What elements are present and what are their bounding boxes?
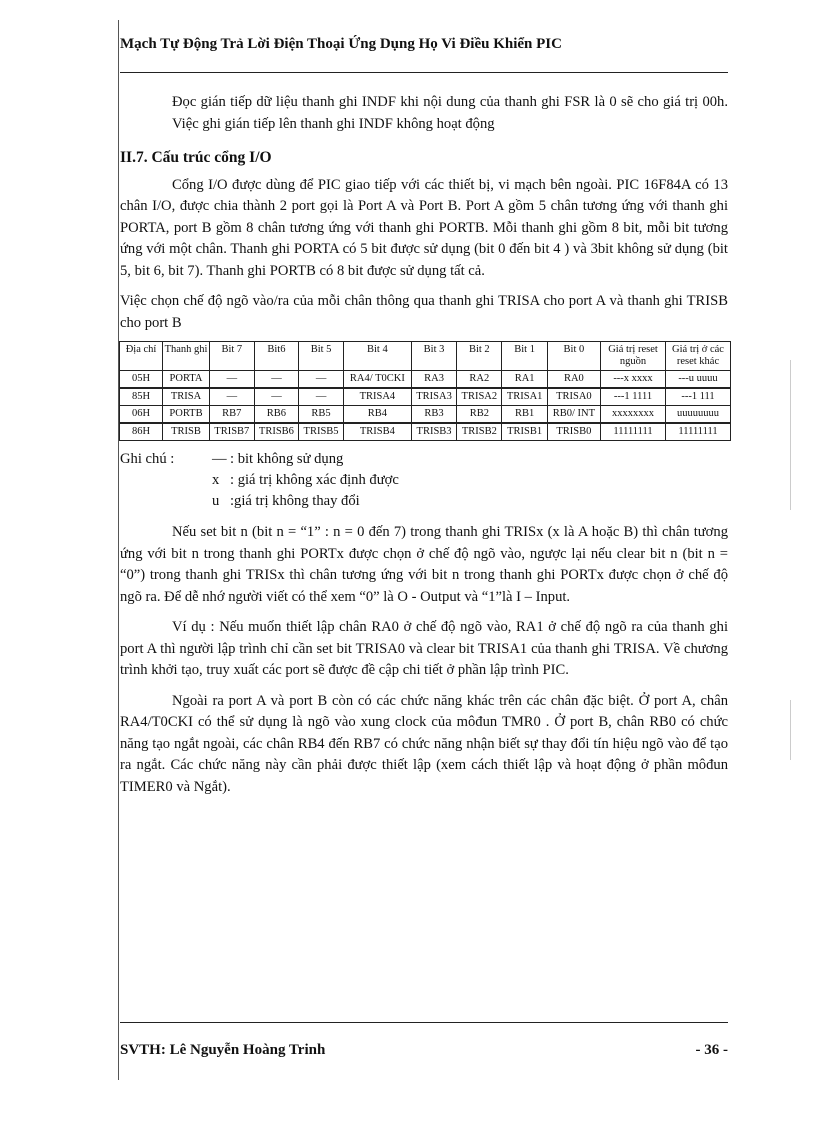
footer-rule [120,1022,728,1023]
col-header: Giá trị ở các reset khác [666,342,731,371]
table-cell: TRISB0 [547,423,600,441]
table-cell: TRISA0 [547,388,600,406]
table-cell: 11111111 [601,423,666,441]
intro-paragraph: Đọc gián tiếp dữ liệu thanh ghi INDF khi nội dung của thanh ghi FSR là 0 sẽ cho giá trị 00h. Việc ghi gián tiếp lên thanh ghi INDF không hoạt động [172,94,728,132]
table-cell: TRISB [163,423,210,441]
table-cell: RB2 [457,406,502,424]
table-cell: 85H [120,388,163,406]
table-cell: RB0/ INT [547,406,600,424]
table-cell: TRISB1 [502,423,547,441]
note-text: : bit không sử dụng [230,451,344,467]
table-cell: 05H [120,371,163,389]
col-header: Bit 5 [299,342,344,371]
table-cell: PORTB [163,406,210,424]
table-cell: — [299,371,344,389]
notes-label: Ghi chú : [120,451,175,467]
note-text: : giá trị không xác định được [230,472,399,488]
table-cell: ---x xxxx [601,371,666,389]
register-table [119,341,731,441]
table-cell: TRISB6 [254,423,299,441]
right-scan-line [790,700,791,760]
table-cell: RB4 [343,406,411,424]
header-rule [120,72,728,73]
section-title: II.7. Cấu trúc cổng I/O [120,149,272,166]
page-number: - 36 - [695,1042,728,1058]
table-cell: uuuuuuuu [666,406,731,424]
table-cell: RB7 [210,406,255,424]
right-scan-line [790,360,791,510]
col-header: Địa chỉ [120,342,163,371]
paragraph-3: Nếu set bit n (bit n = “1” : n = 0 đến 7) trong thanh ghi TRISx (x là A hoặc B) thì chân tương ứng với bit n trong thanh ghi PORTx được chọn ở chế độ ngõ vào, ngược lại nếu clear bit n (bit n = “0”) trong thanh ghi TRISx thì chân tương ứng với bit n trong thanh ghi PORTx được chọn ở chế độ ngõ ra. Để dễ nhớ người viết có thể xem “0” là O - Output và “1”là I – Input. [120,524,728,605]
table-cell: ---1 111 [666,388,731,406]
table-cell: TRISA [163,388,210,406]
note-symbol: — [212,451,227,467]
table-cell: RA2 [457,371,502,389]
note-symbol: u [212,493,220,509]
table-cell: RB6 [254,406,299,424]
col-header: Bit 4 [343,342,411,371]
table-row [120,371,731,389]
col-header: Bit6 [254,342,299,371]
table-row [120,423,731,441]
table-cell: TRISA4 [343,388,411,406]
footer-author: SVTH: Lê Nguyễn Hoàng Trinh [120,1042,326,1058]
page-header: Mạch Tự Động Trả Lời Điện Thoại Ứng Dụng Họ Vi Điều Khiển PIC [120,36,562,52]
note-row [120,470,728,491]
table-cell: TRISB7 [210,423,255,441]
note-text: :giá trị không thay đổi [230,493,360,509]
paragraph-1: Cổng I/O được dùng để PIC giao tiếp với các thiết bị, vi mạch bên ngoài. PIC 16F84A có 13 chân I/O, được chia thành 2 port gọi là Port A và Port B. Port A gồm 5 chân tương ứng với thanh ghi PORTA, port B gồm 8 chân tương ứng với thanh ghi PORTB. Mỗi thanh ghi gồm 8 bit, mỗi bit tương ứng với một chân. Thanh ghi PORTA có 5 bit được sử dụng (bit 0 đến bit 4 ) và 3bit không sử dụng (bit 5, bit 6, bit 7). Thanh ghi PORTB có 8 bit được sử dụng tất cả. [120,176,728,279]
col-header: Bit 3 [411,342,456,371]
table-cell: 06H [120,406,163,424]
table-cell: TRISA2 [457,388,502,406]
paragraph-4: Ví dụ : Nếu muốn thiết lập chân RA0 ở chế độ ngõ vào, RA1 ở chế độ ngõ ra của thanh ghi port A thì người lập trình chỉ cần set bit TRISA0 và clear bit TRISA1 của thanh ghi TRISA. Về chương trình khởi tạo, truy xuất các port sẽ được đề cập chi tiết ở phần lập trình PIC. [120,619,728,678]
table-cell: PORTA [163,371,210,389]
table-cell: — [210,388,255,406]
table-cell: RB3 [411,406,456,424]
table-cell: TRISB4 [343,423,411,441]
table-cell: TRISB2 [457,423,502,441]
table-cell: TRISB3 [411,423,456,441]
table-cell: ---u uuuu [666,371,731,389]
table-cell: RA3 [411,371,456,389]
table-cell: RB1 [502,406,547,424]
table-cell: RA4/ T0CKI [343,371,411,389]
table-cell: — [254,388,299,406]
paragraph-2: Việc chọn chế độ ngõ vào/ra của mỗi chân thông qua thanh ghi TRISA cho port A và thanh ghi TRISB cho port B [120,293,728,331]
table-cell: — [299,388,344,406]
table-row [120,406,731,424]
table-cell: xxxxxxxx [601,406,666,424]
left-margin-line [118,20,119,1080]
table-cell: — [254,371,299,389]
table-cell: RB5 [299,406,344,424]
note-symbol: x [212,472,220,488]
notes-block [120,449,728,512]
table-cell: RA1 [502,371,547,389]
table-cell: 86H [120,423,163,441]
table-cell: TRISB5 [299,423,344,441]
page-footer [120,1042,728,1059]
table-header-row [120,342,731,371]
table-cell: RA0 [547,371,600,389]
table-cell: — [210,371,255,389]
table-row [120,388,731,406]
col-header: Bit 7 [210,342,255,371]
table-cell: 11111111 [666,423,731,441]
page-content [120,92,728,798]
col-header: Thanh ghi [163,342,210,371]
col-header: Giá trị reset nguồn [601,342,666,371]
col-header: Bit 2 [457,342,502,371]
col-header: Bit 1 [502,342,547,371]
table-cell: TRISA1 [502,388,547,406]
paragraph-5: Ngoài ra port A và port B còn có các chức năng khác trên các chân đặc biệt. Ở port A, chân RA4/T0CKI có thể sử dụng là ngõ vào xung clock của môđun TMR0 . Ở port B, chân RB0 có chức năng tạo ngắt ngoài, các chân RB4 đến RB7 có chức năng nhận biết sự thay đổi tín hiệu ngõ vào để tạo ra ngắt. Các chức năng này cần phải được thiết lập (xem cách thiết lập và hoạt động ở phần môđun TIMER0 và Ngắt). [120,692,728,795]
note-row [120,449,728,470]
table-cell: TRISA3 [411,388,456,406]
note-row [120,491,728,512]
table-cell: ---1 1111 [601,388,666,406]
col-header: Bit 0 [547,342,600,371]
